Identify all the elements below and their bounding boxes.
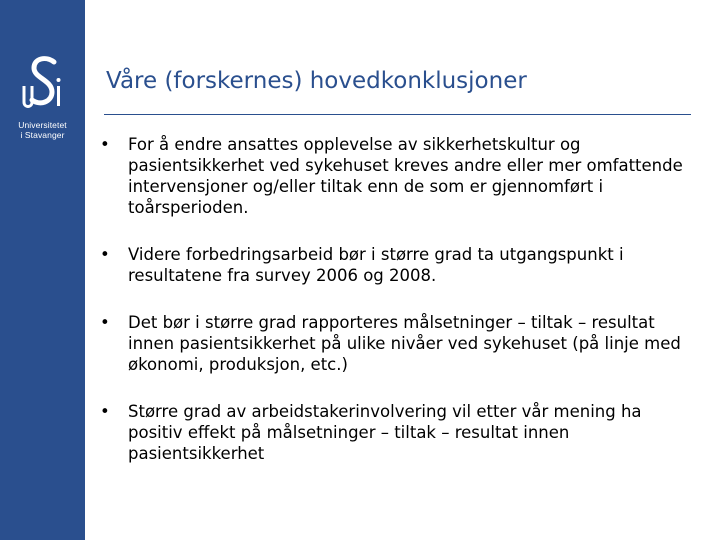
bullet-list xyxy=(100,134,700,490)
bullet-marker: • xyxy=(100,245,110,264)
title-divider xyxy=(104,114,691,115)
bullet-text: Det bør i større grad rapporteres målsetninger – tiltak – resultat innen pasientsikkerhet på ulike nivåer ved sykehuset (på linje med økonomi, produksjon, etc.) xyxy=(128,313,681,374)
bullet-marker: • xyxy=(100,402,110,421)
bullet-text: Større grad av arbeidstakerinvolvering vil etter vår mening ha positiv effekt på målsetninger – tiltak – resultat innen pasientsikkerhet xyxy=(128,402,642,463)
uis-logo-icon xyxy=(18,56,68,114)
brand-sidebar xyxy=(0,0,85,540)
university-logo xyxy=(0,56,85,140)
logo-line-1: Universitetet xyxy=(18,120,67,130)
logo-line-2: i Stavanger xyxy=(20,130,65,140)
bullet-text: Videre forbedringsarbeid bør i større grad ta utgangspunkt i resultatene fra survey 2006 og 2008. xyxy=(128,245,624,285)
bullet-text: For å endre ansattes opplevelse av sikkerhetskultur og pasientsikkerhet ved sykehuset kreves andre eller mer omfattende intervensjoner og/eller tiltak enn de som er gjennomført i toårsperioden. xyxy=(128,135,683,217)
bullet-item xyxy=(100,244,700,286)
bullet-item xyxy=(100,312,700,375)
bullet-marker: • xyxy=(100,313,110,332)
bullet-marker: • xyxy=(100,135,110,154)
slide-title: Våre (forskernes) hovedkonklusjoner xyxy=(106,68,527,94)
bullet-item xyxy=(100,401,700,464)
bullet-item xyxy=(100,134,700,218)
logo-text xyxy=(0,120,85,140)
